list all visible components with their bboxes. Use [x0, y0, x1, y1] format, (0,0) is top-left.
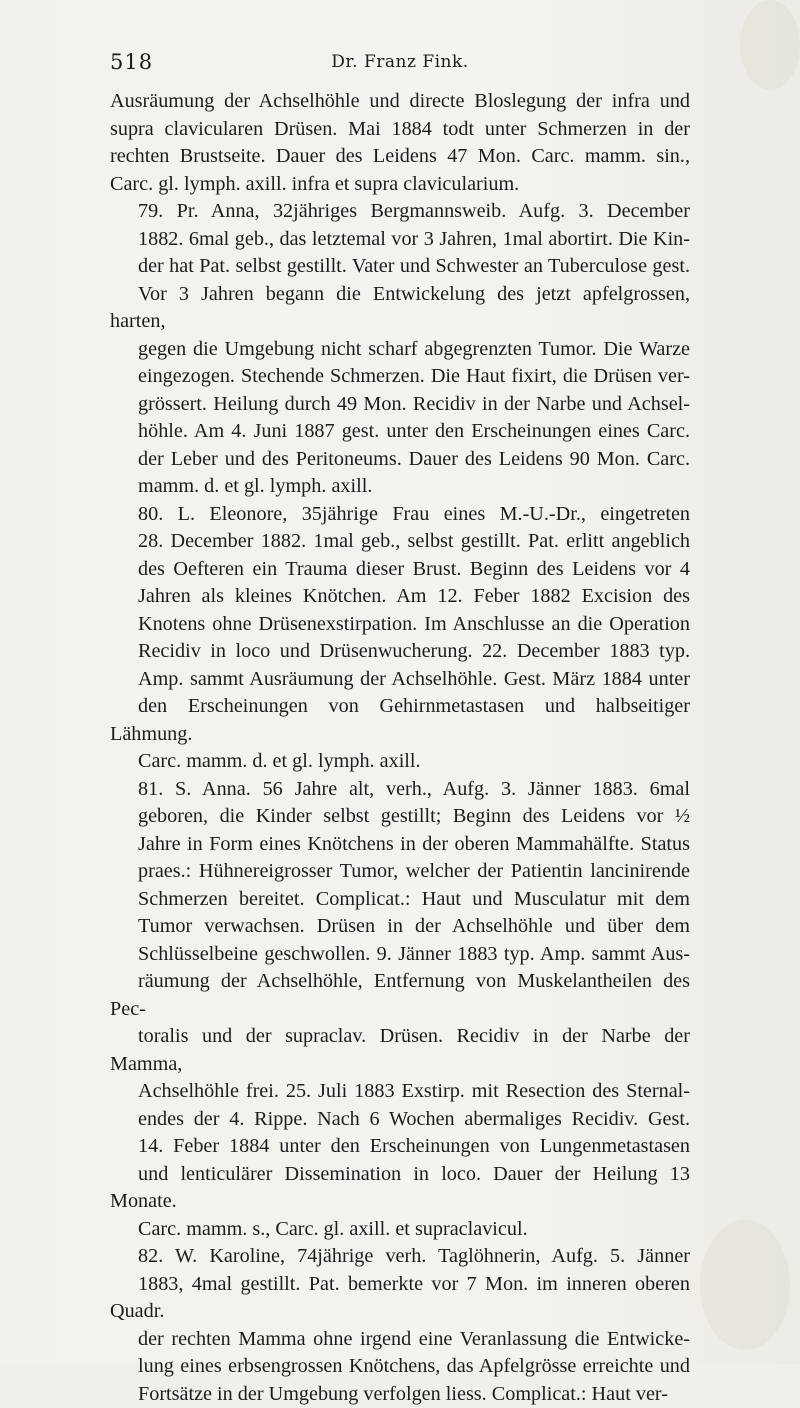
- text-line: Ausräumung der Achselhöhle und directe Bloslegung der infra und: [110, 88, 690, 116]
- paragraph-p81: [110, 776, 690, 1244]
- text-line: Schlüsselbeine geschwollen. 9. Jänner 1883 typ. Amp. sammt Aus-: [110, 941, 690, 969]
- text-line: supra clavicularen Drüsen. Mai 1884 todt unter Schmerzen in der: [110, 116, 690, 144]
- text-line: toralis und der supraclav. Drüsen. Recidiv in der Narbe der Mamma,: [110, 1023, 690, 1078]
- text-line: gegen die Umgebung nicht scharf abgegrenzten Tumor. Die Warze: [110, 336, 690, 364]
- text-line: 14. Feber 1884 unter den Erscheinungen von Lungenmetastasen: [110, 1133, 690, 1161]
- text-line: des Oefteren ein Trauma dieser Brust. Beginn des Leidens vor 4: [110, 556, 690, 584]
- text-line: Achselhöhle frei. 25. Juli 1883 Exstirp. mit Resection des Sternal-: [110, 1078, 690, 1106]
- text-line: Amp. sammt Ausräumung der Achselhöhle. Gest. März 1884 unter: [110, 666, 690, 694]
- text-line: Schmerzen bereitet. Complicat.: Haut und Musculatur mit dem: [110, 886, 690, 914]
- text-line: 79. Pr. Anna, 32jähriges Bergmannsweib. Aufg. 3. December: [110, 198, 690, 226]
- text-line: geboren, die Kinder selbst gestillt; Beginn des Leidens vor ½: [110, 803, 690, 831]
- paragraph-p0: [110, 88, 690, 198]
- paragraph-p80: [110, 501, 690, 776]
- text-line: höhle. Am 4. Juni 1887 gest. unter den Erscheinungen eines Carc.: [110, 418, 690, 446]
- paper-stain: [700, 1220, 790, 1350]
- text-line: Vor 3 Jahren begann die Entwickelung des jetzt apfelgrossen, harten,: [110, 281, 690, 336]
- paragraph-p79: [110, 198, 690, 501]
- page-number: 518: [110, 50, 153, 74]
- text-line: Knotens ohne Drüsenexstirpation. Im Anschlusse an die Operation: [110, 611, 690, 639]
- text-line: den Erscheinungen von Gehirnmetastasen und halbseitiger Lähmung.: [110, 693, 690, 748]
- text-line: Carc. gl. lymph. axill. infra et supra clavicularium.: [110, 171, 690, 199]
- body-text: [110, 88, 690, 1408]
- text-line: Jahren als kleines Knötchen. Am 12. Feber 1882 Excision des: [110, 583, 690, 611]
- text-line: 80. L. Eleonore, 35jährige Frau eines M.-U.-Dr., eingetreten: [110, 501, 690, 529]
- text-line: räumung der Achselhöhle, Entfernung von Muskelantheilen des Pec-: [110, 968, 690, 1023]
- text-line: grössert. Heilung durch 49 Mon. Recidiv in der Narbe und Achsel-: [110, 391, 690, 419]
- text-line: 81. S. Anna. 56 Jahre alt, verh., Aufg. 3. Jänner 1883. 6mal: [110, 776, 690, 804]
- text-line: und lenticulärer Dissemination in loco. Dauer der Heilung 13 Monate.: [110, 1161, 690, 1216]
- text-line: rechten Brustseite. Dauer des Leidens 47 Mon. Carc. mamm. sin.,: [110, 143, 690, 171]
- text-line: Recidiv in loco und Drüsenwucherung. 22. December 1883 typ.: [110, 638, 690, 666]
- text-line: der Leber und des Peritoneums. Dauer des Leidens 90 Mon. Carc.: [110, 446, 690, 474]
- text-line: Jahre in Form eines Knötchens in der oberen Mammahälfte. Status: [110, 831, 690, 859]
- text-line: der hat Pat. selbst gestillt. Vater und Schwester an Tuberculose gest.: [110, 253, 690, 281]
- text-line: endes der 4. Rippe. Nach 6 Wochen abermaliges Recidiv. Gest.: [110, 1106, 690, 1134]
- text-line: mamm. d. et gl. lymph. axill.: [110, 473, 690, 501]
- text-line: praes.: Hühnereigrosser Tumor, welcher der Patientin lancinirende: [110, 858, 690, 886]
- text-line: 82. W. Karoline, 74jährige verh. Taglöhnerin, Aufg. 5. Jänner: [110, 1243, 690, 1271]
- text-line: eingezogen. Stechende Schmerzen. Die Haut fixirt, die Drüsen ver-: [110, 363, 690, 391]
- text-line: Carc. mamm. s., Carc. gl. axill. et supraclavicul.: [110, 1216, 690, 1244]
- text-line: 1883, 4mal gestillt. Pat. bemerkte vor 7 Mon. im inneren oberen Quadr.: [110, 1271, 690, 1326]
- text-line: Tumor verwachsen. Drüsen in der Achselhöhle und über dem: [110, 913, 690, 941]
- paper-stain: [740, 0, 800, 90]
- page-header: [110, 50, 690, 80]
- text-line: Fortsätze in der Umgebung verfolgen liess. Complicat.: Haut ver-: [110, 1381, 690, 1408]
- text-line: 28. December 1882. 1mal geb., selbst gestillt. Pat. erlitt angeblich: [110, 528, 690, 556]
- paragraph-p82: [110, 1243, 690, 1408]
- text-line: lung eines erbsengrossen Knötchens, das Apfelgrösse erreichte und: [110, 1353, 690, 1381]
- text-line: Carc. mamm. d. et gl. lymph. axill.: [110, 748, 690, 776]
- text-line: 1882. 6mal geb., das letztemal vor 3 Jahren, 1mal abortirt. Die Kin-: [110, 226, 690, 254]
- text-line: der rechten Mamma ohne irgend eine Veranlassung die Entwicke-: [110, 1326, 690, 1354]
- running-head: Dr. Franz Fink.: [110, 52, 690, 72]
